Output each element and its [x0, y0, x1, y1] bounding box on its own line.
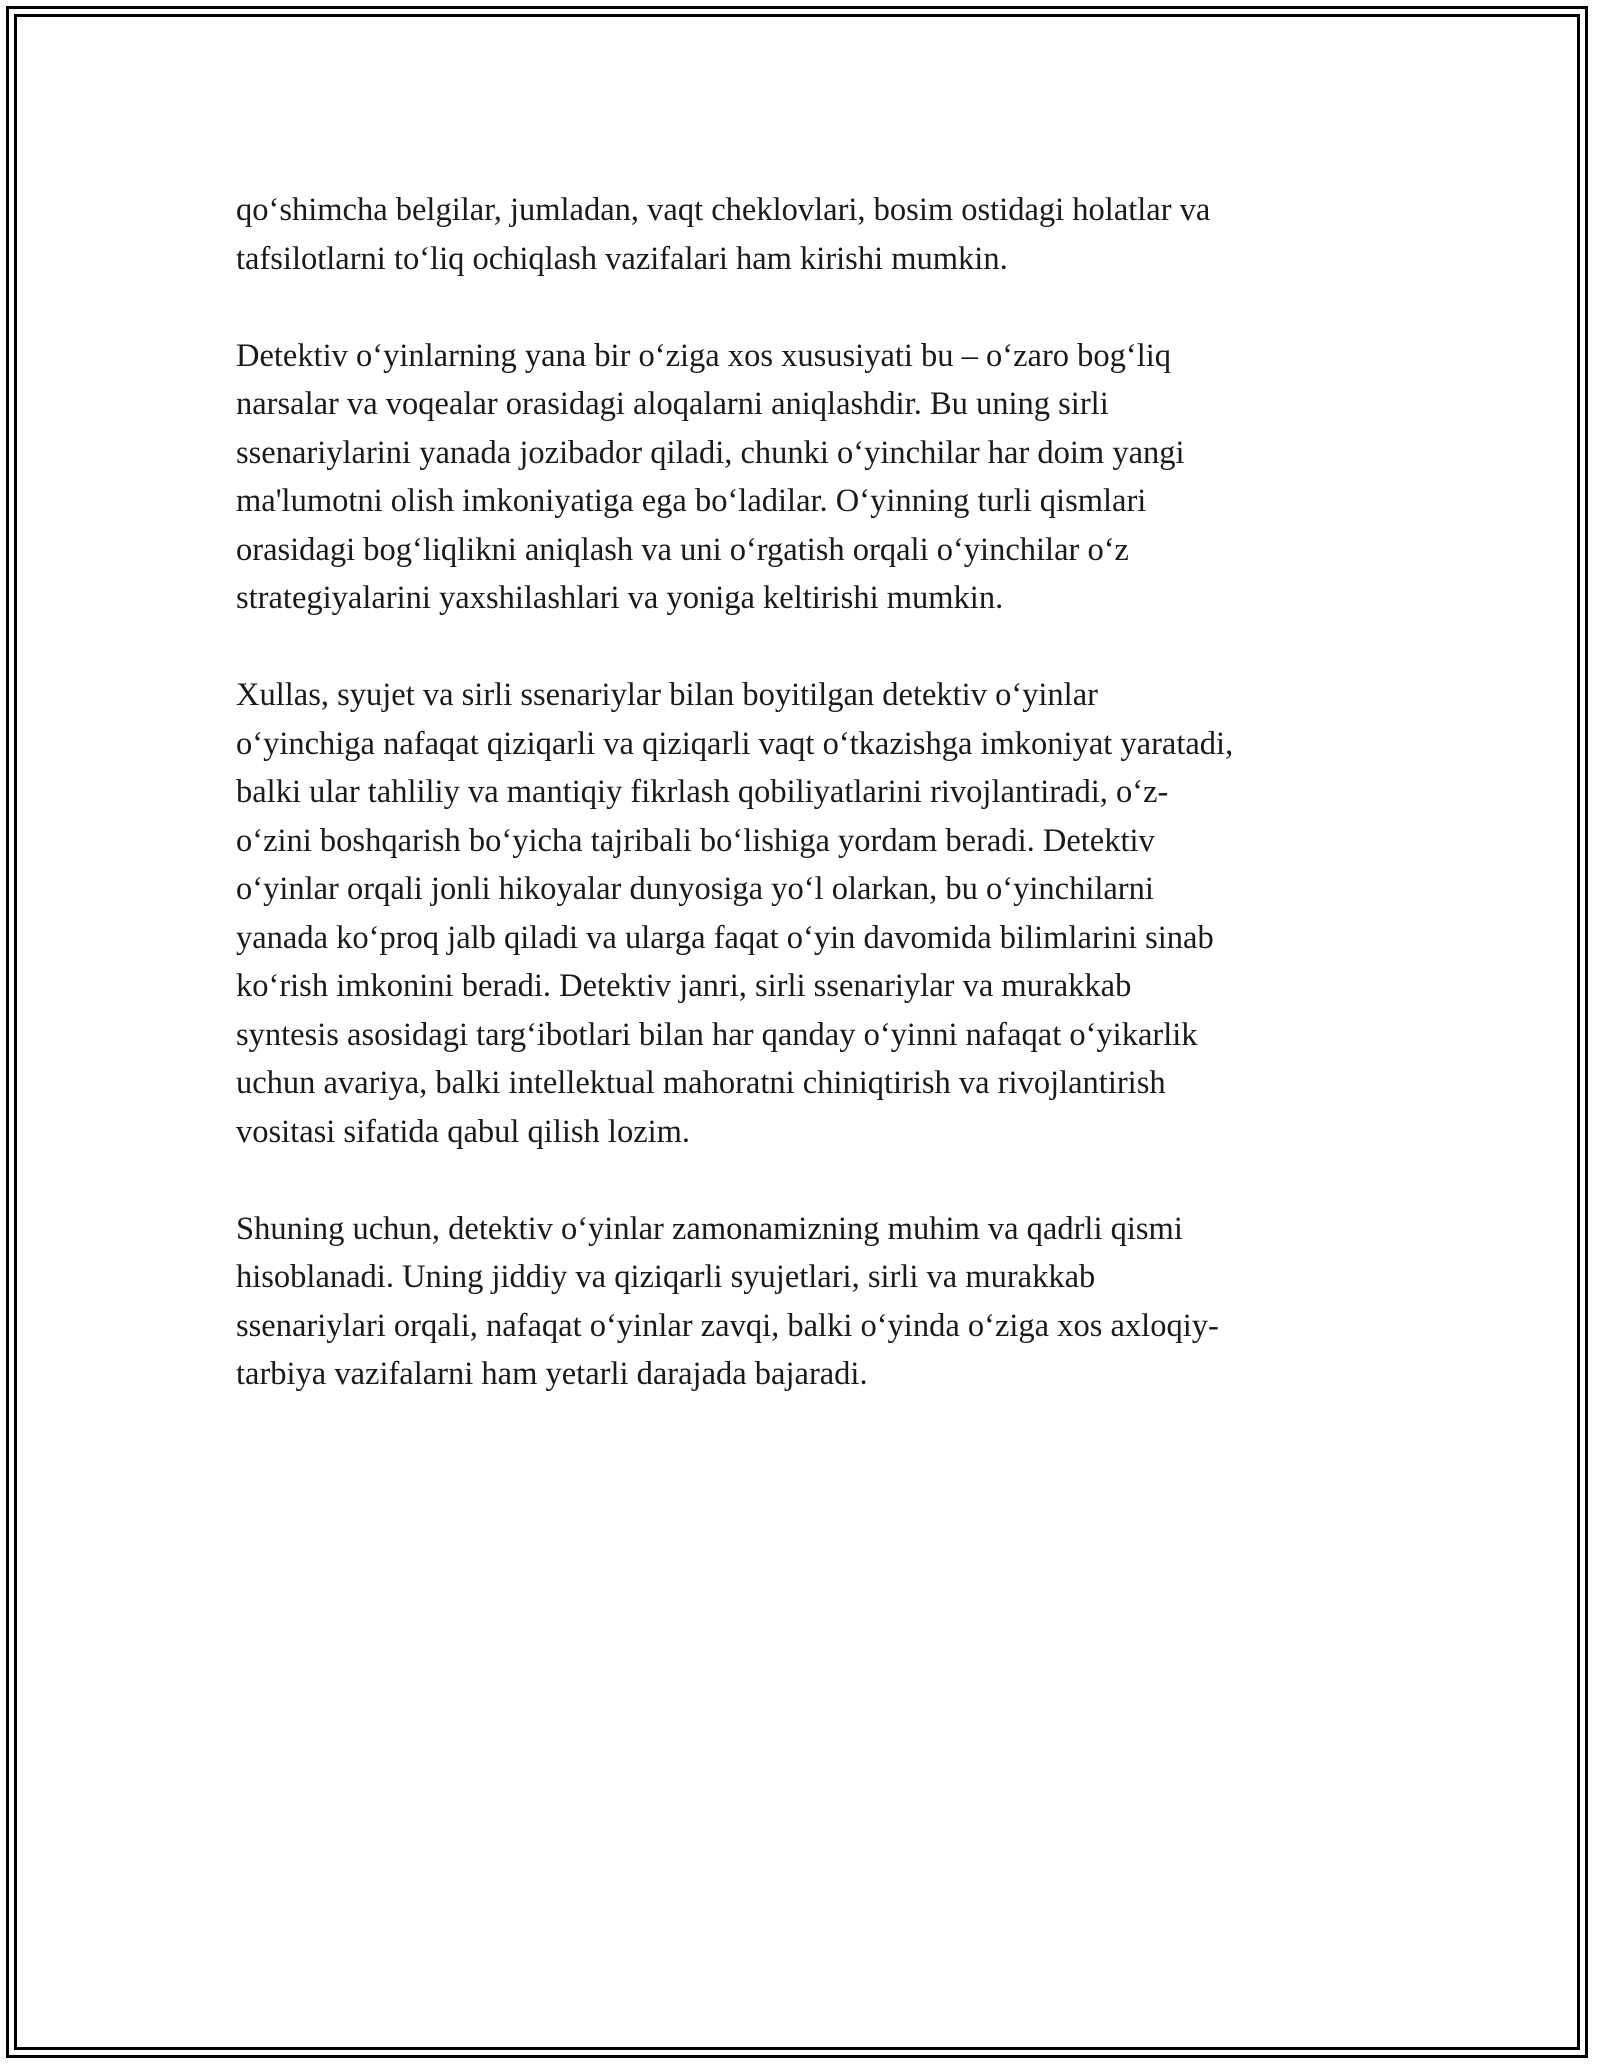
document-body	[236, 186, 1376, 1447]
paragraph-4: Shuning uchun, detektiv o‘yinlar zamonamizning muhim va qadrli qismi hisoblanadi. Uning jiddiy va qiziqarli syujetlari, sirli va murakkab ssenariylari orqali, nafaqat o‘yinlar zavqi, balki o‘yinda o‘ziga xos axloqiy- tarbiya vazifalarni ham yetarli darajada bajaradi.	[236, 1210, 1219, 1392]
paragraph-1: qo‘shimcha belgilar, jumladan, vaqt cheklovlari, bosim ostidagi holatlar va tafsilotlarni to‘liq ochiqlash vazifalari ham kirishi mumkin.	[236, 192, 1211, 277]
paragraph-3: Xullas, syujet va sirli ssenariylar bilan boyitilgan detektiv o‘yinlar o‘yinchiga nafaqat qiziqarli va qiziqarli vaqt o‘tkazishga imkoniyat yaratadi, balki ular tahliliy va mantiqiy fikrlash qobiliyatlarini rivojlantiradi, o‘z- o‘zini boshqarish bo‘yicha tajribali bo‘lishiga yordam beradi. Detektiv o‘yinlar orqali jonli hikoyalar dunyosiga yo‘l olarkan, bu o‘yinchilarni yanada ko‘proq jalb qiladi va ularga faqat o‘yin davomida bilimlarini sinab ko‘rish imkonini beradi. Detektiv janri, sirli ssenariylar va murakkab syntesis asosidagi targ‘ibotlari bilan har qanday o‘yinni nafaqat o‘yikarlik uchun avariya, balki intellektual mahoratni chiniqtirish va rivojlantirish vositasi sifatida qabul qilish lozim.	[236, 677, 1234, 1150]
paragraph-2: Detektiv o‘yinlarning yana bir o‘ziga xos xususiyati bu – o‘zaro bog‘liq narsalar va voqealar orasidagi aloqalarni aniqlashdir. Bu uning sirli ssenariylarini yanada jozibador qiladi, chunki o‘yinchilar har doim yangi ma'lumotni olish imkoniyatiga ega bo‘ladilar. O‘yinning turli qismlari orasidagi bog‘liqlikni aniqlash va uni o‘rgatish orqali o‘yinchilar o‘z strategiyalarini yaxshilashlari va yoniga keltirishi mumkin.	[236, 337, 1185, 616]
